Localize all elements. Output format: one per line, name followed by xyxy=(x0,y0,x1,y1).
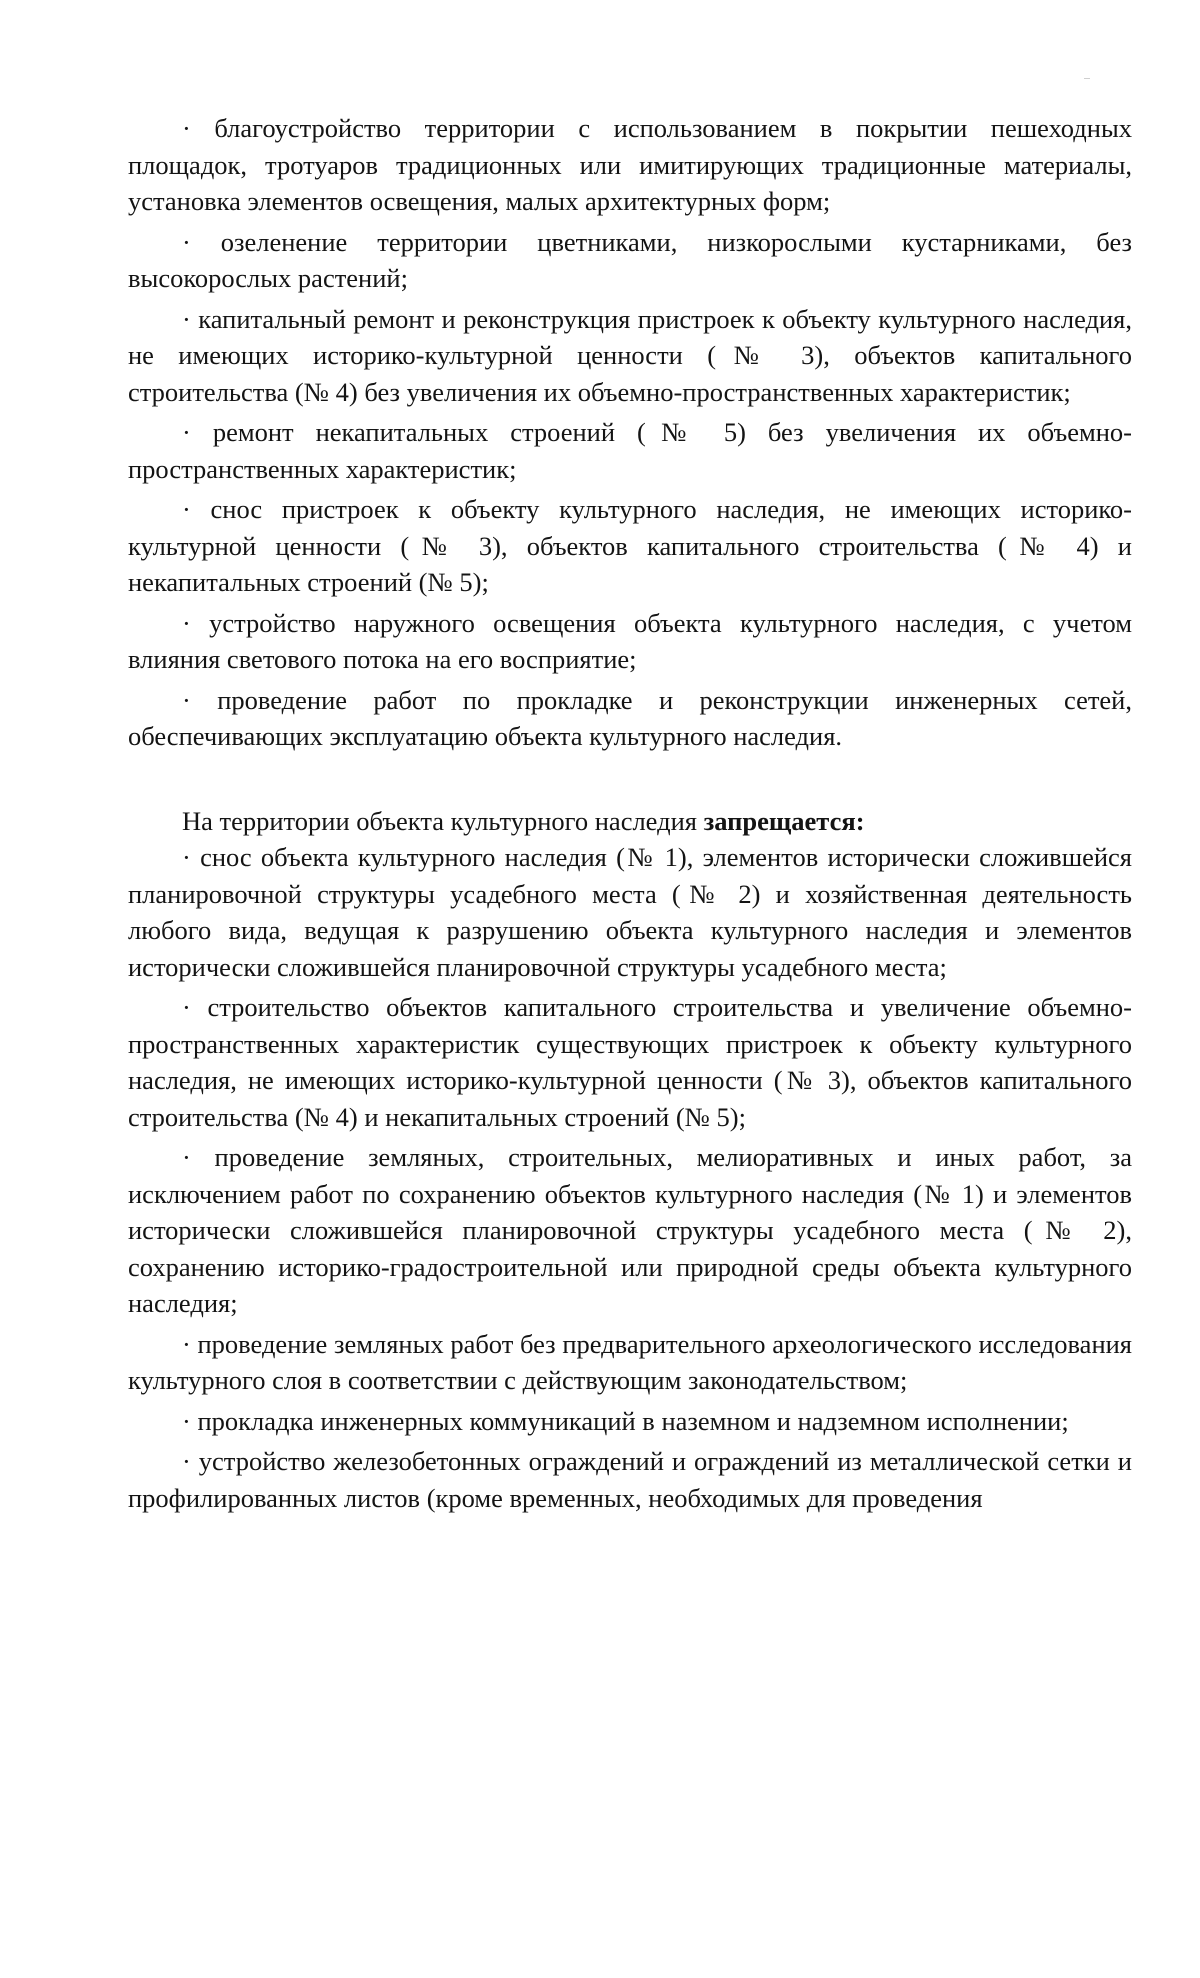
document-body xyxy=(128,110,1132,1520)
section-gap xyxy=(128,759,1132,803)
prohibited-item: · снос объекта культурного наследия (№ 1), элементов исторически сложившейся планировочной структуры усадебного места (№ 2) и хозяйственная деятельность любого вида, ведущая к разрушению объекта культурного наследия и элементов исторически сложившейся планировочной структуры усадебного места; xyxy=(128,842,1132,982)
prohibited-item: · проведение земляных работ без предварительного археологического исследования культурного слоя в соответствии с действующим законодательством; xyxy=(128,1328,1132,1395)
prohibited-item: · проведение земляных, строительных, мелиоративных и иных работ, за исключением работ по сохранению объектов культурного наследия (№ 1) и элементов исторически сложившейся планировочной структуры усадебного места (№ 2), сохранению историко-градостроительной или природной среды объекта культурного наследия; xyxy=(128,1142,1132,1318)
permitted-item: · благоустройство территории с использованием в покрытии пешеходных площадок, тротуаров традиционных или имитирующих традиционные материалы, установка элементов освещения, малых архитектурных форм; xyxy=(128,113,1132,216)
permitted-item: · ремонт некапитальных строений (№ 5) без увеличения их объемно-пространственных характеристик; xyxy=(128,417,1132,484)
prohibited-intro xyxy=(128,803,1132,840)
prohibited-item: · прокладка инженерных коммуникаций в наземном и надземном исполнении; xyxy=(182,1405,1069,1436)
permitted-item: · проведение работ по прокладке и реконструкции инженерных сетей, обеспечивающих эксплуатацию объекта культурного наследия. xyxy=(128,684,1132,751)
prohibited-item: · строительство объектов капитального строительства и увеличение объемно-пространственных характеристик существующих пристроек к объекту культурного наследия, не имеющих историко-культурной ценности (№ 3), объектов капитального строительства (№ 4) и некапитальных строений (№ 5); xyxy=(128,992,1132,1132)
prohibited-intro-emphasis: запрещается: xyxy=(703,805,865,836)
scan-mark xyxy=(1084,78,1090,79)
permitted-item: · снос пристроек к объекту культурного наследия, не имеющих историко-культурной ценности (№ 3), объектов капитального строительства (№ 4) и некапитальных строений (№ 5); xyxy=(128,494,1132,597)
prohibited-item: · устройство железобетонных ограждений и ограждений из металлической сетки и профилированных листов (кроме временных, необходимых для проведения xyxy=(128,1446,1132,1513)
permitted-item: · капитальный ремонт и реконструкция пристроек к объекту культурного наследия, не имеющих историко-культурной ценности (№ 3), объектов капитального строительства (№ 4) без увеличения их объемно-пространственных характеристик; xyxy=(128,303,1132,407)
permitted-item: · озеленение территории цветниками, низкорослыми кустарниками, без высокорослых растений; xyxy=(128,226,1132,293)
prohibited-intro-text: На территории объекта культурного наследия xyxy=(182,805,704,836)
permitted-item: · устройство наружного освещения объекта культурного наследия, с учетом влияния светового потока на его восприятие; xyxy=(128,607,1132,674)
